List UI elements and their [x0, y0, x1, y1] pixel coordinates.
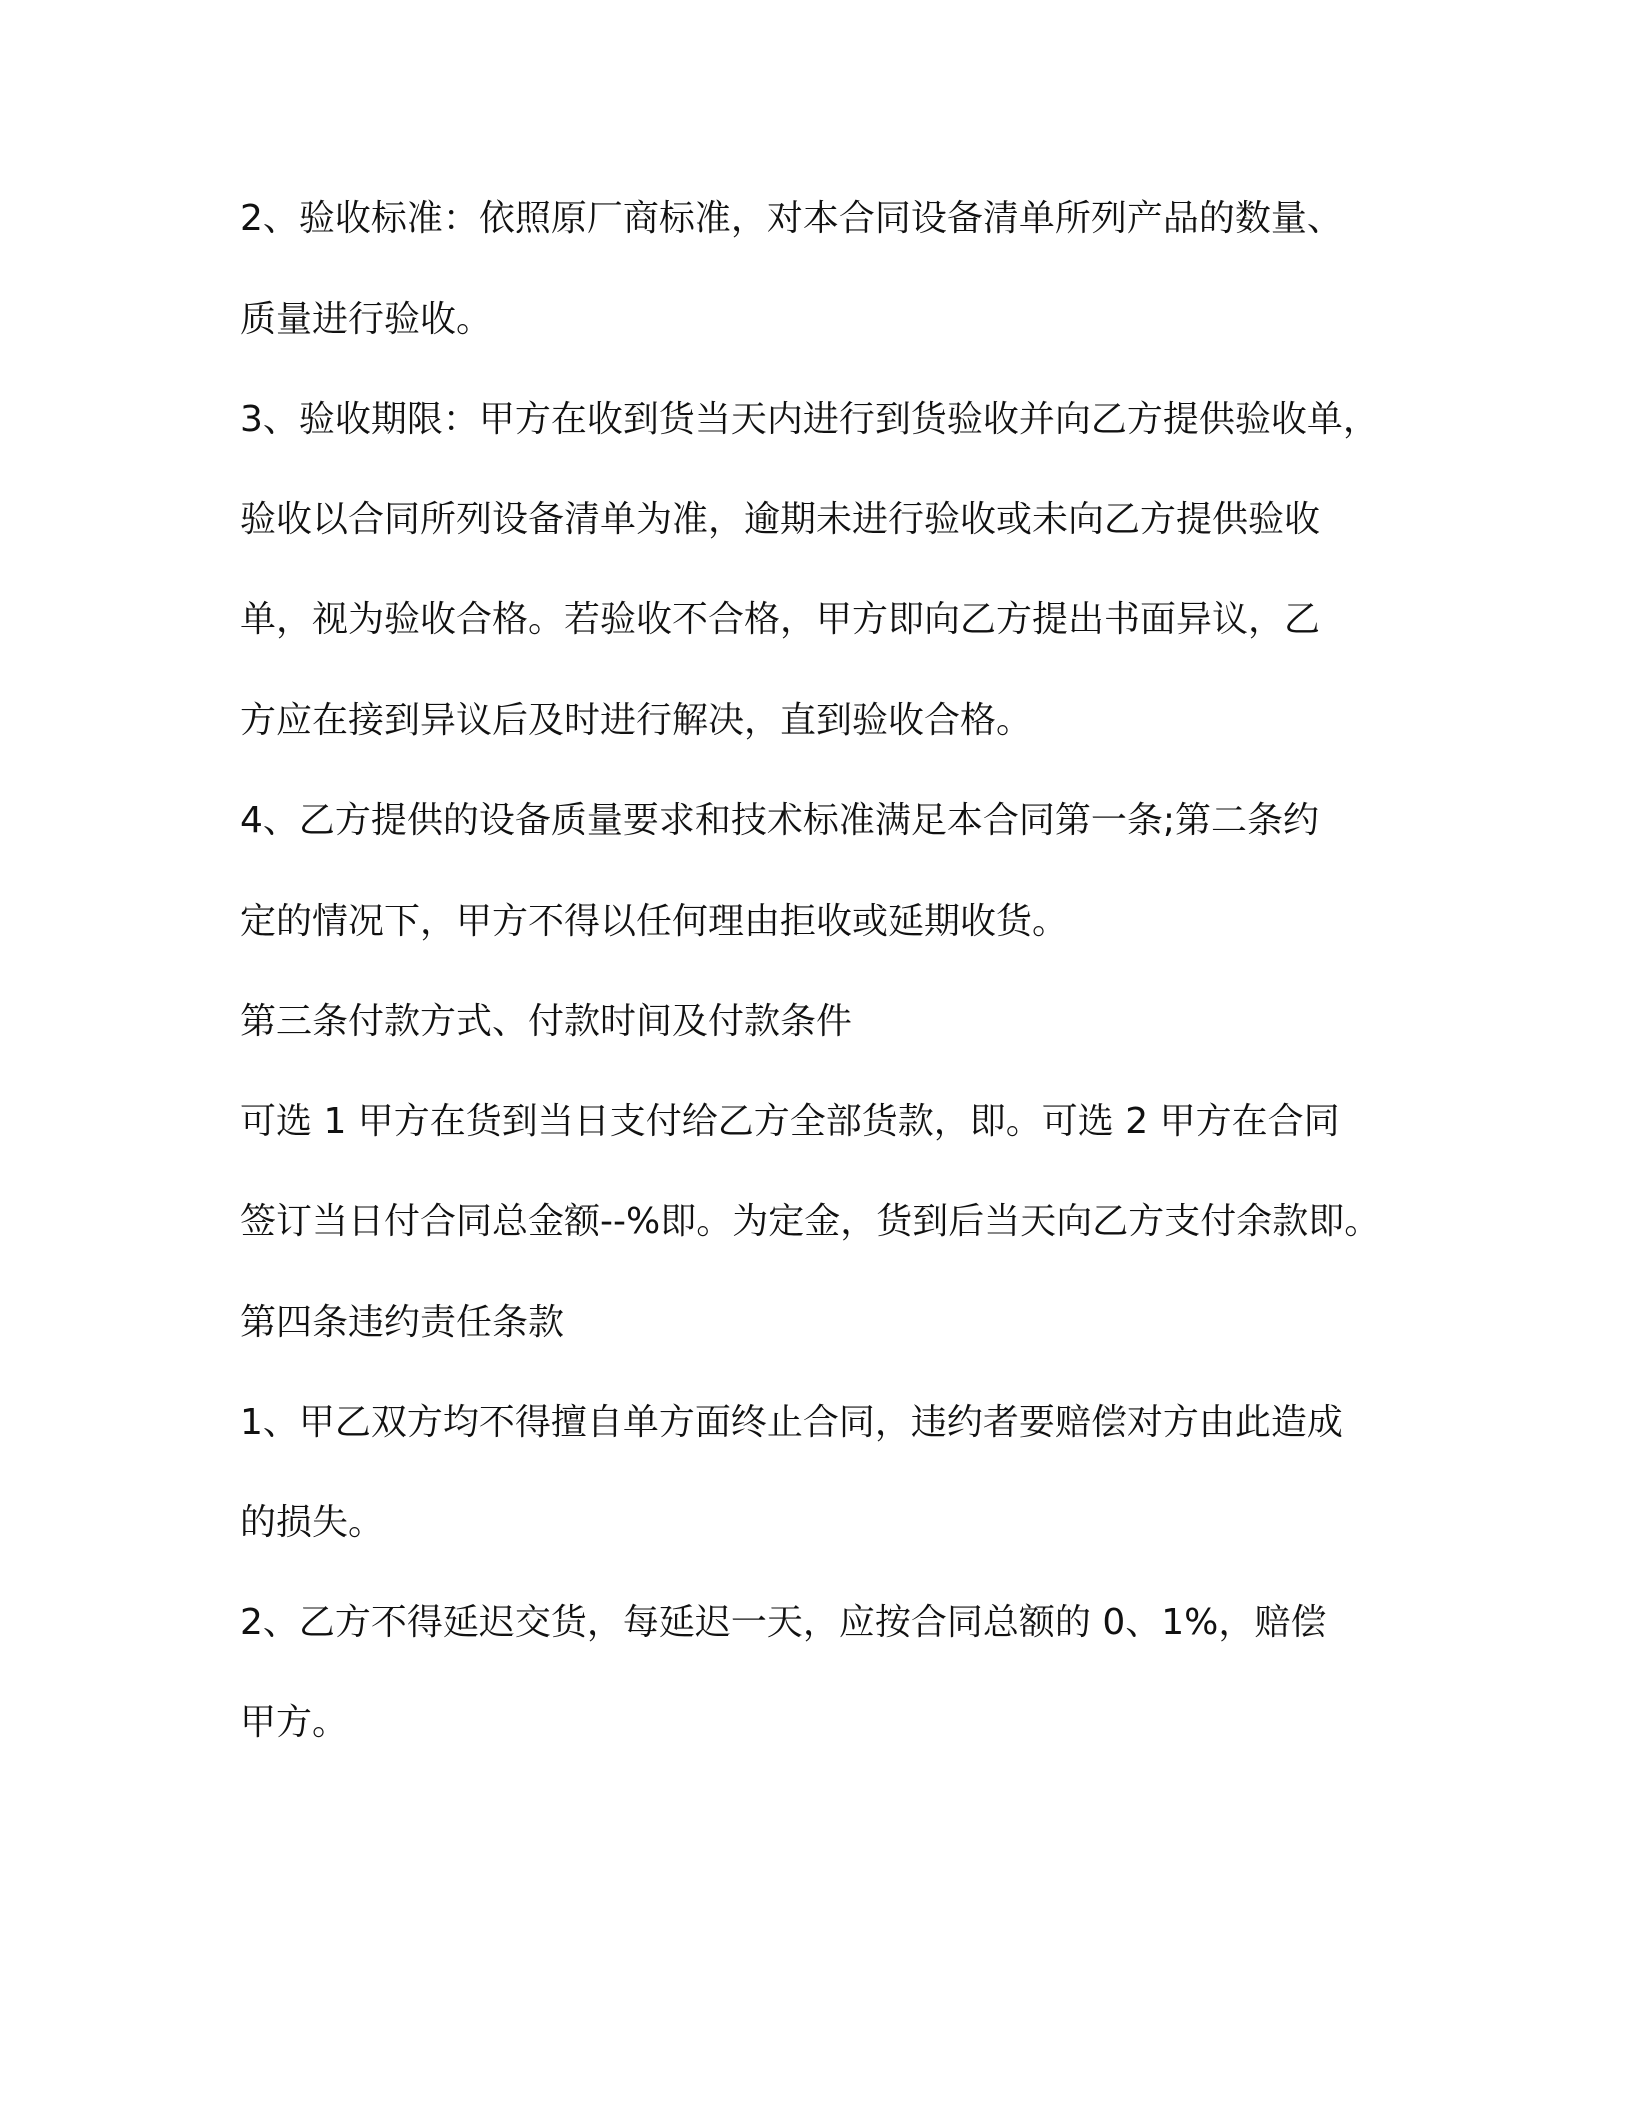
- breach-clause-1-line-2: 的损失。: [240, 1502, 385, 1543]
- clause-3-acceptance-period-line-2: 验收以合同所列设备清单为准，逾期未进行验收或未向乙方提供验收: [240, 499, 1321, 540]
- breach-clause-1-line-1: 1、甲乙双方均不得擅自单方面终止合同，违约者要赔偿对方由此造成: [240, 1402, 1343, 1443]
- breach-clause-2-line-1: 2、乙方不得延迟交货，每延迟一天，应按合同总额的 0、1%，赔偿: [240, 1602, 1327, 1643]
- article-3-heading: 第三条付款方式、付款时间及付款条件: [240, 1001, 853, 1042]
- clause-3-acceptance-period-line-3: 单，视为验收合格。若验收不合格，甲方即向乙方提出书面异议，乙: [240, 599, 1321, 640]
- clause-3-acceptance-period-line-1: 3、验收期限：甲方在收到货当天内进行到货验收并向乙方提供验收单，: [240, 399, 1379, 440]
- clause-4-quality-line-1: 4、乙方提供的设备质量要求和技术标准满足本合同第一条;第二条约: [240, 800, 1320, 841]
- payment-options-line-2: 签订当日付合同总金额--%即。为定金，货到后当天向乙方支付余款即。: [240, 1201, 1381, 1242]
- payment-options-line-1: 可选 1 甲方在货到当日支付给乙方全部货款，即。可选 2 甲方在合同: [240, 1101, 1340, 1142]
- clause-2-acceptance-standard-line-1: 2、验收标准：依照原厂商标准，对本合同设备清单所列产品的数量、: [240, 198, 1343, 239]
- breach-clause-2-line-2: 甲方。: [240, 1702, 349, 1743]
- article-4-heading: 第四条违约责任条款: [240, 1302, 565, 1343]
- clause-3-acceptance-period-line-4: 方应在接到异议后及时进行解决，直到验收合格。: [240, 700, 1033, 741]
- clause-2-acceptance-standard-line-2: 质量进行验收。: [240, 299, 493, 340]
- clause-4-quality-line-2: 定的情况下，甲方不得以任何理由拒收或延期收货。: [240, 901, 1069, 942]
